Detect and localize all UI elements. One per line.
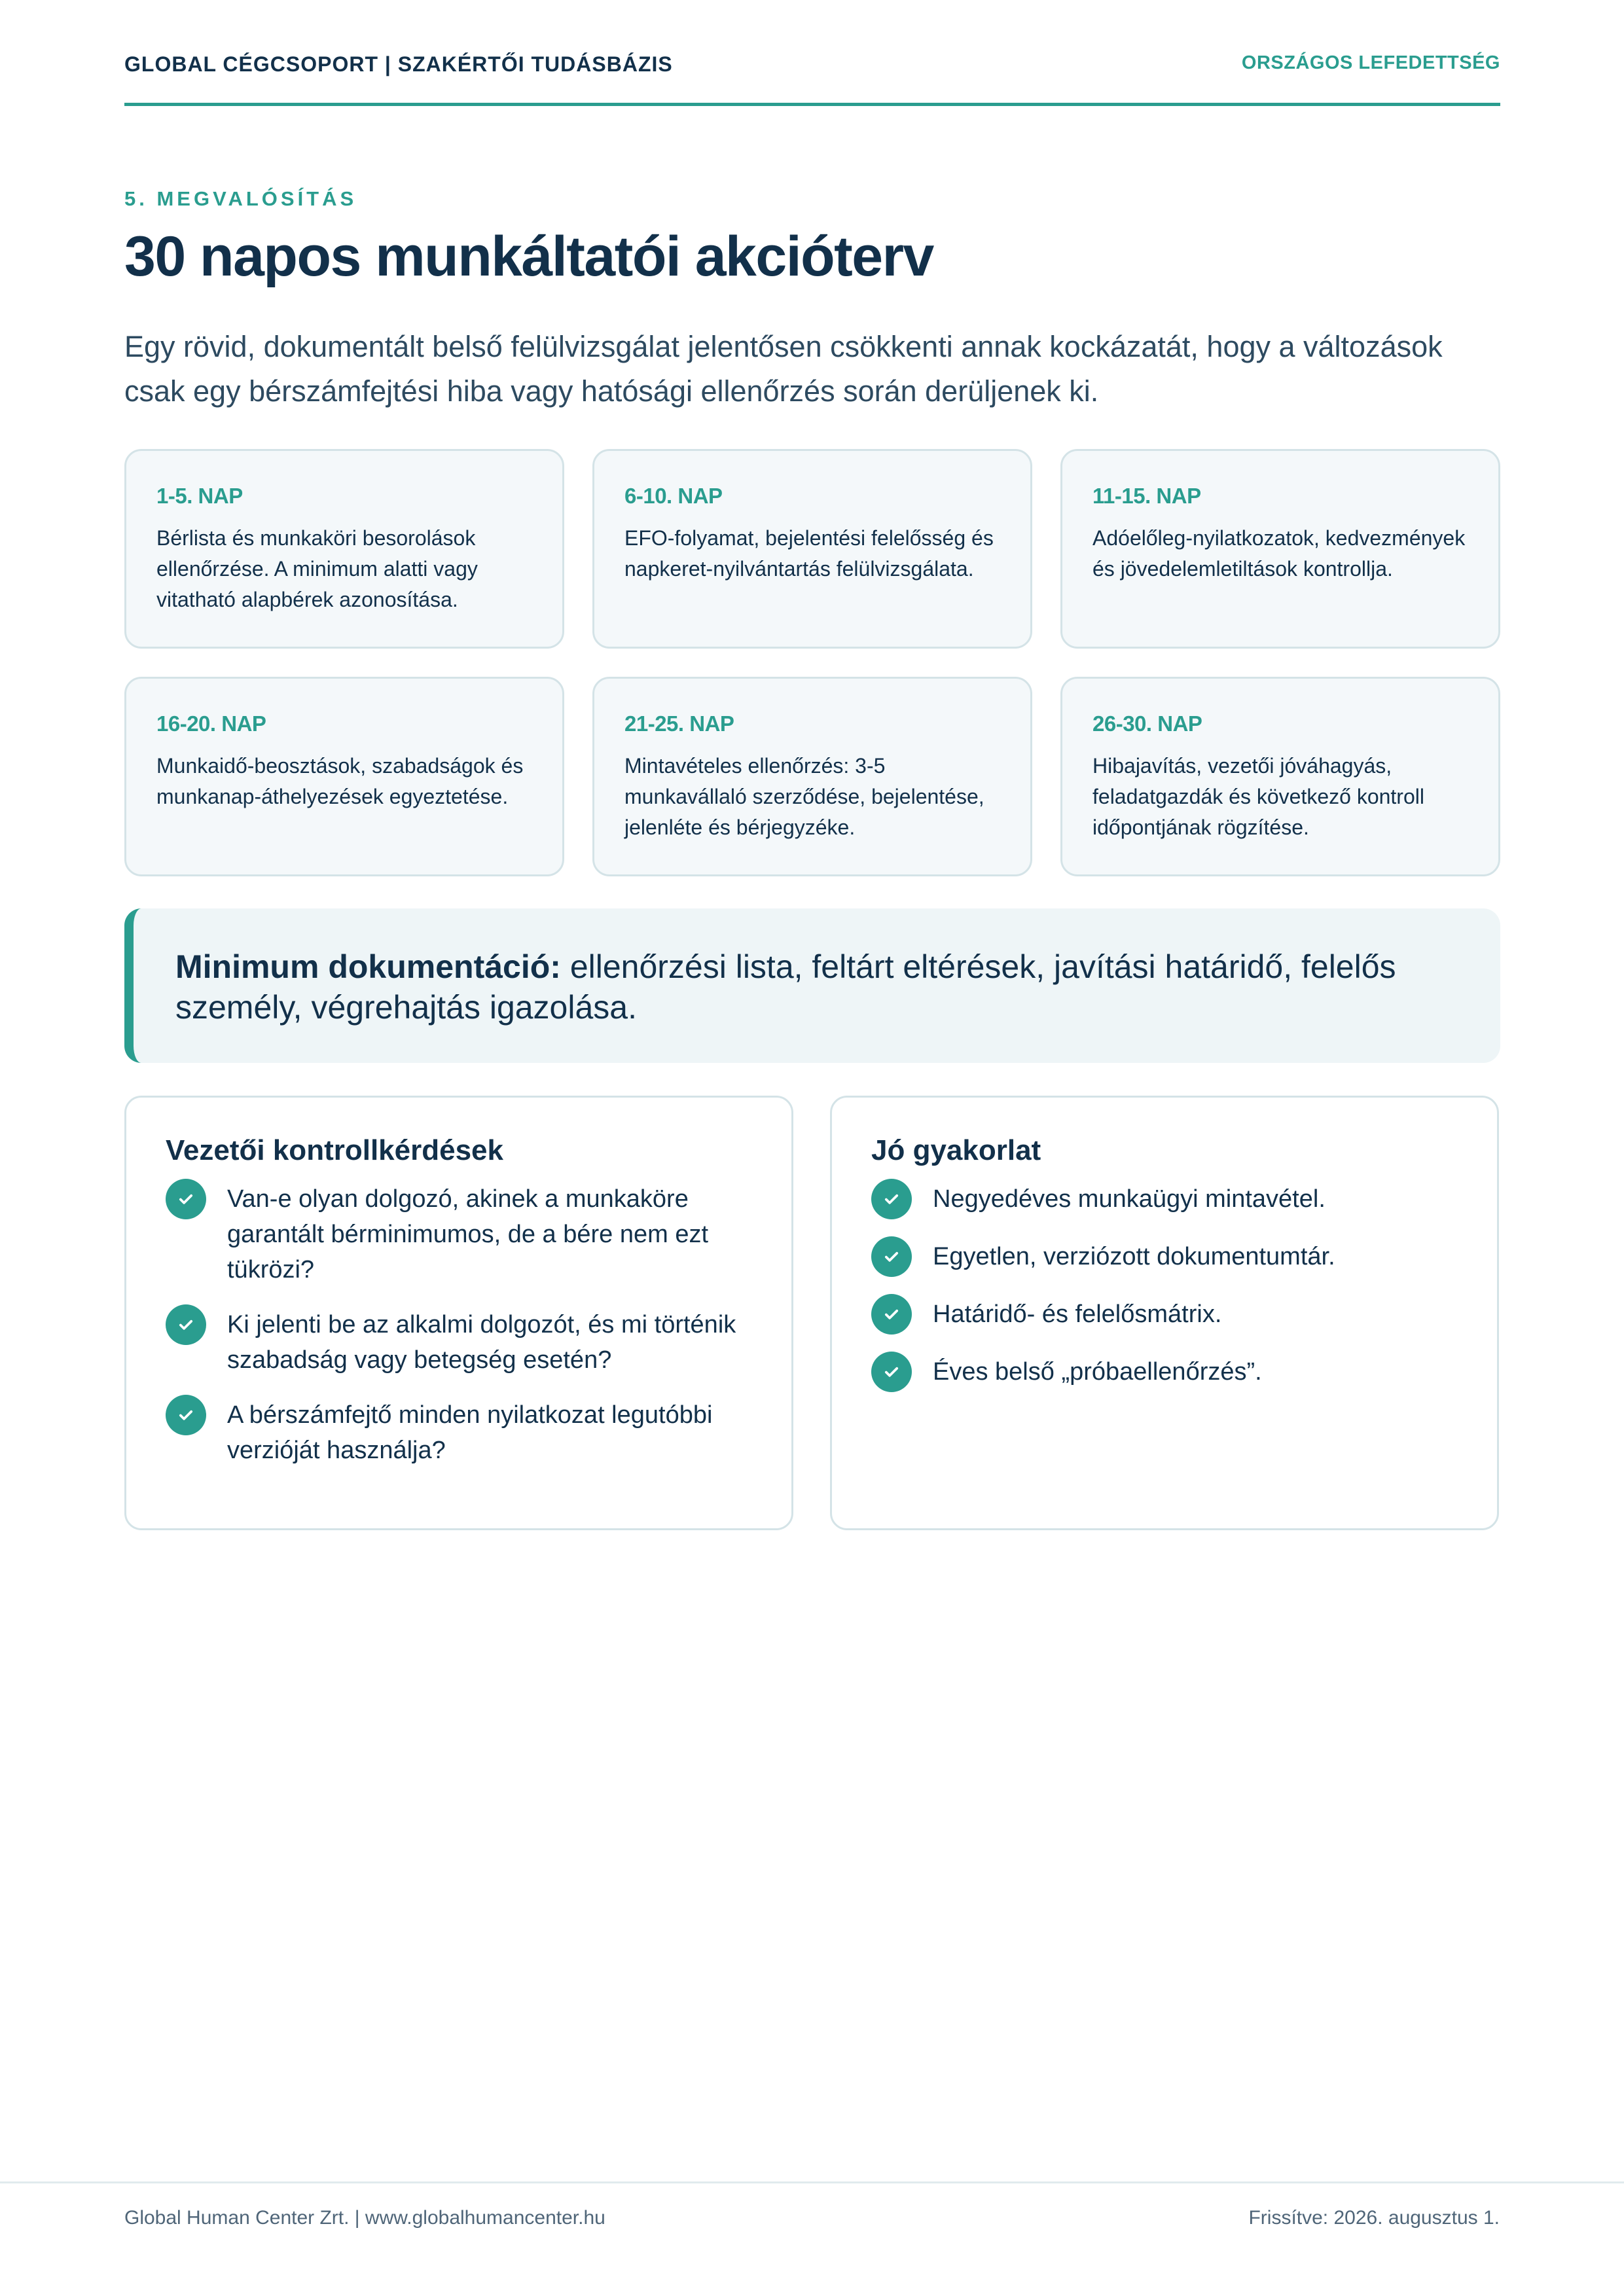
footer-divider: [0, 2181, 1624, 2183]
footer-company: Global Human Center Zrt. | www.globalhumancenter.hu: [124, 2207, 605, 2229]
check-circle-icon: [166, 1304, 206, 1345]
card-text: Bérlista és munkaköri besorolások ellenőrzése. A minimum alatti vagy vitatható alapbérek azonosítása.: [156, 526, 478, 611]
box-title: Jó gyakorlat: [871, 1134, 1041, 1166]
card-text: Mintavételes ellenőrzés: 3-5 munkavállaló szerződése, bejelentése, jelenléte és bérjegyzéke.: [624, 754, 984, 839]
check-circle-icon: [166, 1179, 206, 1219]
callout-label: Minimum dokumentáció:: [175, 948, 561, 985]
card-text: Adóelőleg-nyilatkozatok, kedvezmények és jövedelemletiltások kontrollja.: [1092, 526, 1466, 581]
timeline-card: [1060, 449, 1500, 649]
card-title: 1-5. NAP: [156, 484, 243, 508]
list-item-text: Határidő- és felelősmátrix.: [933, 1300, 1222, 1328]
card-title: 16-20. NAP: [156, 711, 266, 736]
timeline-card: [592, 677, 1032, 876]
check-circle-icon: [871, 1179, 912, 1219]
check-circle-icon: [871, 1294, 912, 1335]
footer-updated: Frissítve: 2026. augusztus 1.: [1248, 2207, 1500, 2229]
page-header: [124, 52, 1500, 106]
list-item-text: Van-e olyan dolgozó, akinek a munkaköre garantált bérminimumos, de a bére nem ezt tükrözi?: [227, 1185, 709, 1283]
list-item: [871, 1297, 1458, 1335]
good-practice-box: [830, 1096, 1499, 1530]
page-title: 30 napos munkáltatói akcióterv: [124, 225, 933, 288]
list-item-text: Ki jelenti be az alkalmi dolgozót, és mi történik szabadság vagy betegség esetén?: [227, 1311, 736, 1374]
card-title: 6-10. NAP: [624, 484, 723, 508]
list-item-text: Egyetlen, verziózott dokumentumtár.: [933, 1243, 1335, 1270]
list-item: [871, 1181, 1458, 1219]
lead-paragraph: Egy rövid, dokumentált belső felülvizsgálat jelentősen csökkenti annak kockázatát, hogy a változások csak egy bérszámfejtési hiba vagy hatósági ellenőrzés során derüljenek ki.: [124, 330, 1443, 408]
header-brand: GLOBAL CÉGCSOPORT | SZAKÉRTŐI TUDÁSBÁZIS: [124, 52, 673, 76]
check-circle-icon: [871, 1352, 912, 1392]
list-item: [166, 1397, 752, 1468]
timeline-card: [592, 449, 1032, 649]
list-item: [871, 1354, 1458, 1392]
card-title: 21-25. NAP: [624, 711, 734, 736]
list-item: [166, 1307, 752, 1378]
documentation-callout: [124, 908, 1500, 1063]
header-coverage: ORSZÁGOS LEFEDETTSÉG: [1241, 52, 1500, 73]
check-circle-icon: [871, 1236, 912, 1277]
card-text: EFO-folyamat, bejelentési felelősség és napkeret-nyilvántartás felülvizsgálata.: [624, 526, 994, 581]
list-item-text: Éves belső „próbaellenőrzés”.: [933, 1358, 1262, 1386]
timeline-card: [124, 449, 564, 649]
callout-text: ellenőrzési lista, feltárt eltérések, javítási határidő, felelős személy, végrehajtás igazolása.: [175, 948, 1396, 1026]
list-item: [166, 1181, 752, 1287]
list-item: [871, 1239, 1458, 1277]
control-questions-box: [124, 1096, 793, 1530]
box-title: Vezetői kontrollkérdések: [166, 1134, 503, 1166]
section-eyebrow: 5. MEGVALÓSÍTÁS: [124, 187, 357, 210]
card-title: 11-15. NAP: [1092, 484, 1201, 508]
card-text: Hibajavítás, vezetői jóváhagyás, feladatgazdák és következő kontroll időpontjának rögzítése.: [1092, 754, 1424, 839]
card-text: Munkaidő-beosztások, szabadságok és munkanap-áthelyezések egyeztetése.: [156, 754, 524, 808]
timeline-grid: [124, 449, 1500, 876]
check-circle-icon: [166, 1395, 206, 1435]
card-title: 26-30. NAP: [1092, 711, 1202, 736]
timeline-card: [124, 677, 564, 876]
list-item-text: A bérszámfejtő minden nyilatkozat legutóbbi verzióját használja?: [227, 1401, 713, 1464]
timeline-card: [1060, 677, 1500, 876]
list-item-text: Negyedéves munkaügyi mintavétel.: [933, 1185, 1326, 1213]
